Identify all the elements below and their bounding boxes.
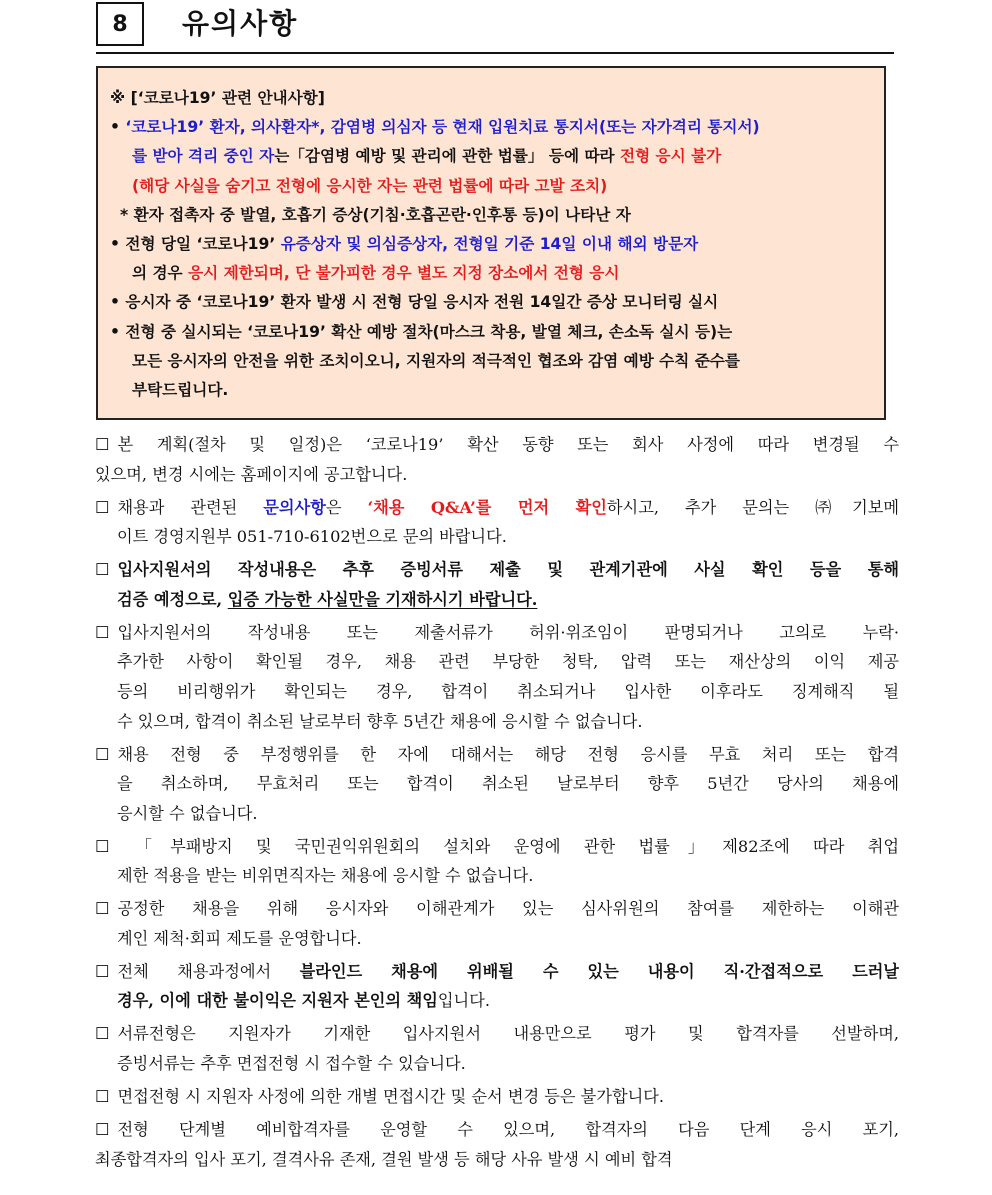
notice-items-list [95,430,899,1178]
list-item [95,894,899,953]
notice-bullet-line [110,288,870,317]
list-item-text-segment: 서류전형은 지원자가 기재한 입사지원서 내용만으로 평가 및 합격자를 선발하며, [117,1024,899,1044]
notice-text-segment: 부탁드립니다. [132,381,229,400]
checkbox-icon: ☐ [95,497,110,517]
list-item-line [95,647,899,677]
list-item-text-segment: 면접전형 시 지원자 사정에 의한 개별 면접시간 및 순서 변경 등은 불가합니다. [117,1086,665,1106]
list-item-line [95,1115,899,1145]
list-item-line [95,894,899,924]
list-item-line [95,769,899,799]
list-item-text-segment: 수 있으며, 합격이 취소된 날로부터 향후 5년간 채용에 응시할 수 없습니다. [117,711,643,731]
section-number: 8 [96,2,144,46]
section-title: 유의사항 [182,7,299,40]
list-item-line [95,493,899,523]
list-item-text-segment: 을 취소하며, 무효처리 또는 합격이 취소된 날로부터 향후 5년간 당사의 채용에 [117,774,899,794]
notice-text-segment: • 전형 당일 ‘코로나19’ [110,235,281,254]
list-item-line [95,861,899,891]
list-item [95,430,899,489]
list-item-line [95,555,899,585]
checkbox-icon: ☐ [95,1086,110,1106]
list-item-line [95,585,899,615]
notice-bullet-line [110,230,870,259]
notice-text-segment: 전형 응시 불가 [620,147,722,166]
list-item-text-segment: 경우, 이에 대한 불이익은 지원자 본인의 책임 [117,991,438,1011]
notice-text-segment: • 전형 중 실시되는 ‘코로나19’ 확산 예방 절차(마스크 착용, 발열 체크, 손소독 실시 등)는 [110,322,733,341]
notice-text-segment: 모든 응시자의 안전을 위한 조치이오니, 지원자의 적극적인 협조와 감염 예방 수칙 준수를 [132,351,740,370]
list-item [95,832,899,891]
checkbox-icon: ☐ [95,836,110,856]
list-item-text-segment: 「부패방지 및 국민권익위원회의 설치와 운영에 관한 법률」제82조에 따라 취업 [117,836,899,856]
list-item-line [95,924,899,954]
list-item-text-segment: 이트 경영지원부 051-710-6102번으로 문의 바랍니다. [117,527,507,547]
list-item-line [95,1082,899,1112]
list-item [95,493,899,552]
covid-notice-box [96,66,886,420]
list-item-text-segment: 전체 채용과정에서 [117,961,300,981]
list-item-text-segment: 은 [325,497,368,517]
list-item-text-segment: 있으며, 변경 시에는 홈페이지에 공고합니다. [95,464,408,484]
notice-bullet-line [110,201,870,230]
notice-bullet-line [110,347,870,376]
notice-bullet-line [110,113,870,142]
notice-text-segment: * 환자 접촉자 중 발열, 호흡기 증상(기침·호흡곤란·인후통 등)이 나타난 자 [120,205,631,224]
list-item-text-segment: 블라인드 채용에 위배될 수 있는 내용이 직·간접적으로 드러날 [299,961,899,981]
list-item-text-segment: 증빙서류는 추후 면접전형 시 접수할 수 있습니다. [117,1054,466,1073]
checkbox-icon: ☐ [95,1024,110,1044]
list-item-text-segment: 공정한 채용을 위해 응시자와 이해관계가 있는 심사위원의 참여를 제한하는 이해관 [117,899,899,919]
list-item [95,1019,899,1078]
list-item-line [95,740,899,770]
list-item [95,1115,899,1174]
list-item-line [95,707,899,737]
notice-text-segment: • 응시자 중 ‘코로나19’ 환자 발생 시 전형 당일 응시자 전원 14일간 증상 모니터링 실시 [110,293,719,312]
list-item-text-segment: 채용 전형 중 부정행위를 한 자에 대해서는 해당 전형 응시를 무효 처리 또는 합격 [117,744,899,764]
notice-text-segment: • [110,118,126,137]
list-item-text-segment: 등의 비리행위가 확인되는 경우, 합격이 취소되거나 입사한 이후라도 징계해직 될 [117,681,899,701]
checkbox-icon: ☐ [95,961,110,981]
list-item-text-segment: 입사지원서의 작성내용 또는 제출서류가 허위·위조임이 판명되거나 고의로 누락· [117,622,899,642]
notice-text-segment: 의 경우 [132,264,189,283]
notice-text-segment: 를 받아 격리 중인 자 [132,147,275,166]
section-header [96,0,894,54]
list-item-line [95,957,899,987]
checkbox-icon: ☐ [95,622,110,642]
notice-text-segment: 는「감염병 예방 및 관리에 관한 법률」 등에 따라 [274,147,620,166]
list-item-line [95,832,899,862]
list-item [95,957,899,1016]
checkbox-icon: ☐ [95,560,110,580]
list-item-line [95,522,899,552]
list-item-text-segment: 입증 가능한 사실만을 기재하시기 바랍니다. [227,589,538,609]
list-item-line [95,1049,899,1079]
list-item-line [95,799,899,829]
list-item [95,1082,899,1112]
list-item-line [95,986,899,1016]
checkbox-icon: ☐ [95,744,110,764]
list-item-text-segment: 입니다. [437,991,490,1011]
notice-bullet-line [110,318,870,347]
checkbox-icon: ☐ [95,899,110,919]
list-item-text-segment: 최종합격자의 입사 포기, 결격사유 존재, 결원 발생 등 해당 사유 발생 시 예비 합격 [95,1149,673,1169]
checkbox-icon: ☐ [95,1119,110,1139]
list-item [95,555,899,614]
notice-text-segment: (해당 사실을 숨기고 전형에 응시한 자는 관련 법률에 따라 고발 조치) [132,176,608,195]
list-item-text-segment: 추가한 사항이 확인될 경우, 채용 관련 부당한 청탁, 압력 또는 재산상의 이익 제공 [117,652,899,672]
notice-bullets [110,113,870,405]
list-item-line [95,1145,899,1175]
notice-text-segment: 유증상자 및 의심증상자, 전형일 기준 14일 이내 해외 방문자 [280,235,699,254]
list-item-text-segment: 문의사항 [263,497,326,517]
checkbox-icon: ☐ [95,435,110,454]
list-item-text-segment: 제한 적용을 받는 비위면직자는 채용에 응시할 수 없습니다. [117,866,534,886]
list-item-text-segment: 입사지원서의 작성내용은 추후 증빙서류 제출 및 관계기관에 사실 확인 등을 통해 [117,560,899,580]
notice-bullet-line [110,259,870,288]
notice-bullet-line [110,172,870,201]
list-item-text-segment: 하시고, 추가 문의는 ㈜기보메 [606,497,899,517]
list-item-text-segment: 전형 단계별 예비합격자를 운영할 수 있으며, 합격자의 다음 단계 응시 포기, [117,1119,899,1139]
notice-bullet-line [110,142,870,171]
list-item-text-segment: 계인 제척·회피 제도를 운영합니다. [117,928,362,948]
list-item-text-segment: 본 계획(절차 및 일정)은 ‘코로나19’ 확산 동향 또는 회사 사정에 따라 변경될 수 [117,435,899,454]
list-item-text-segment: 응시할 수 없습니다. [117,803,258,823]
list-item-line [95,677,899,707]
list-item-line [95,618,899,648]
notice-text-segment: 응시 제한되며, 단 불가피한 경우 별도 지정 장소에서 전형 응시 [188,264,620,283]
notice-heading: ※ [‘코로나19’ 관련 안내사항] [110,89,325,107]
list-item-text-segment: ‘채용 Q&A’를 먼저 확인 [367,497,607,517]
list-item [95,618,899,736]
list-item-line [95,1019,899,1049]
notice-text-segment: ‘코로나19’ 환자, 의사환자*, 감염병 의심자 등 현재 입원치료 통지서(또는 자가격리 통지서) [125,118,760,137]
list-item-line [95,430,899,460]
list-item [95,740,899,829]
list-item-text-segment: 채용과 관련된 [117,497,264,517]
notice-bullet-line [110,376,870,405]
list-item-line [95,460,899,490]
list-item-text-segment: 검증 예정으로, [117,589,228,609]
